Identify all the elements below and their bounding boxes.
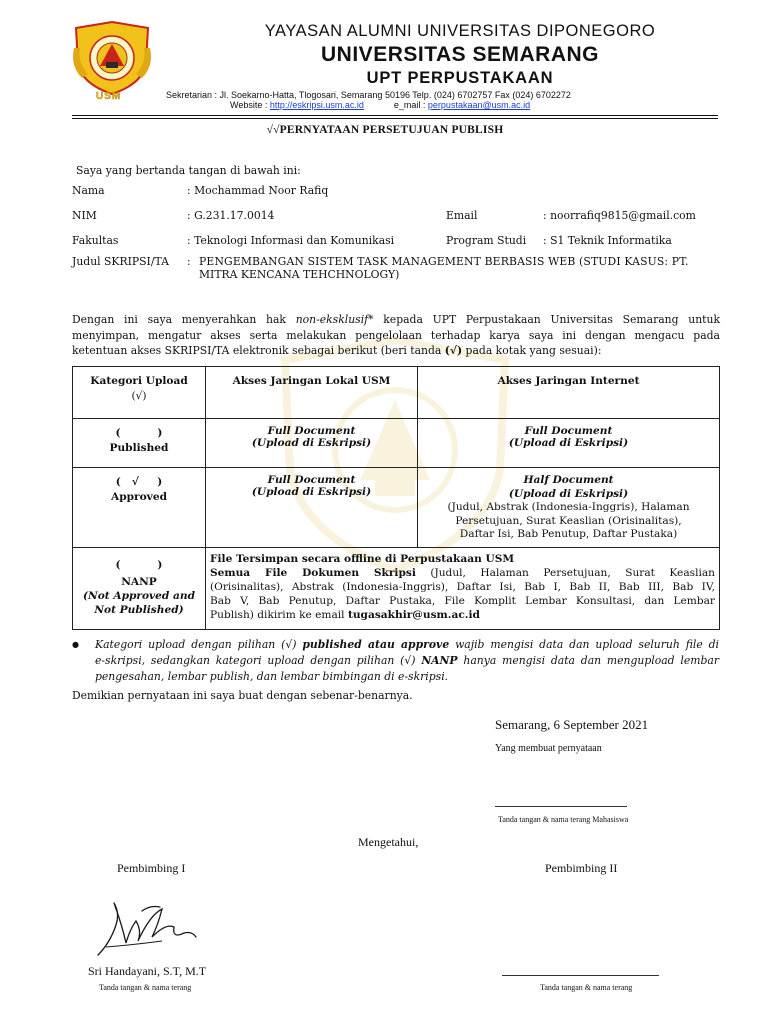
advisor2-label: Pembimbing II bbox=[545, 861, 618, 875]
note-line1-c: wajib mengisi data dan upload seluruh file di bbox=[449, 638, 719, 651]
statement-check-mark: (√) bbox=[444, 344, 463, 357]
website-label: Website : bbox=[230, 100, 270, 110]
table-row bbox=[73, 548, 720, 630]
approved-checkbox[interactable]: ( √ ) bbox=[115, 476, 163, 488]
closing-statement: Demikian pernyataan ini saya buat dengan sebenar-benarnya. bbox=[72, 689, 413, 702]
statement-line1 bbox=[72, 313, 720, 326]
prodi-value: : S1 Teknik Informatika bbox=[543, 234, 672, 247]
email-field-label: Email bbox=[446, 209, 478, 222]
foundation-name: YAYASAN ALUMNI UNIVERSITAS DIPONEGORO bbox=[264, 22, 656, 40]
approved-lokal-line2: (Upload di Eskripsi) bbox=[251, 486, 372, 498]
email-link[interactable]: perpustakaan@usm.ac.id bbox=[427, 100, 531, 110]
approved-internet-line5: Daftar Isi, Bab Penutup, Daftar Pustaka) bbox=[459, 528, 678, 540]
nanp-label-line3: Not Published) bbox=[94, 604, 184, 616]
nanp-line4: Bab V, Bab Penutup, Daftar Pustaka, File Komplit Lembar Konsultasi, dan Lembar bbox=[210, 595, 715, 607]
email-field-value: : noorrafiq9815@gmail.com bbox=[543, 209, 696, 222]
advisor1-name: Sri Handayani, S.T, M.T bbox=[88, 964, 207, 978]
table-row bbox=[73, 468, 720, 548]
statement-em: non-eksklusif* bbox=[295, 313, 374, 326]
nanp-email: tugasakhir@usm.ac.id bbox=[347, 609, 480, 621]
approved-internet-line3: (Judul, Abstrak (Indonesia-Inggris), Halaman bbox=[447, 501, 690, 513]
nanp-line3: (Orisinalitas), Abstrak (Indonesia-Inggris), Daftar Isi, Bab I, Bab II, Bab III, Bab IV, bbox=[210, 581, 715, 593]
nanp-checkbox[interactable]: ( ) bbox=[115, 559, 163, 571]
approved-internet-line1: Half Document bbox=[523, 474, 614, 486]
header-lokal: Akses Jaringan Lokal USM bbox=[206, 367, 418, 419]
published-internet-line2: (Upload di Eskripsi) bbox=[508, 437, 629, 449]
statement-text-a: Dengan ini saya menyerahkan hak bbox=[72, 313, 296, 326]
note-line2-a: e-skripsi, sedangkan kategori upload dengan pilihan (√) bbox=[95, 654, 422, 667]
note-line1-a: Kategori upload dengan pilihan (√) bbox=[95, 638, 303, 651]
published-internet-line1: Full Document bbox=[524, 425, 613, 437]
statement-text-b: kepada UPT Perpustakaan Universitas Semarang untuk bbox=[373, 313, 720, 326]
note-line2-b: NANP bbox=[421, 654, 458, 667]
published-cell bbox=[73, 419, 206, 468]
email-label: e_mail : bbox=[393, 100, 428, 110]
maker-signature-line bbox=[495, 806, 627, 807]
approved-internet-line2: (Upload di Eskripsi) bbox=[508, 487, 629, 500]
prodi-label: Program Studi bbox=[446, 234, 527, 247]
nim-value: : G.231.17.0014 bbox=[187, 209, 275, 222]
header-rule bbox=[72, 115, 718, 116]
approved-internet-line4: Persetujuan, Surat Keaslian (Orisinalitas), bbox=[455, 514, 682, 527]
nanp-line1: File Tersimpan secara offline di Perpustakaan USM bbox=[210, 553, 515, 565]
nanp-description bbox=[206, 548, 720, 630]
approved-internet bbox=[418, 468, 720, 548]
published-label: Published bbox=[109, 442, 169, 454]
nanp-line2 bbox=[210, 566, 715, 580]
note-line1-b: published atau approve bbox=[302, 638, 450, 651]
judul-value-line1: PENGEMBANGAN SISTEM TASK MANAGEMENT BERBASIS WEB (STUDI KASUS: PT. bbox=[199, 255, 689, 268]
advisor1-caption: Tanda tangan & nama terang bbox=[99, 983, 192, 992]
nim-label: NIM bbox=[72, 209, 97, 222]
advisor1-signature bbox=[92, 885, 202, 965]
published-checkbox[interactable]: ( ) bbox=[115, 427, 163, 439]
nanp-line2-bold: Semua File Dokumen Skripsi bbox=[210, 567, 416, 579]
published-lokal-line2: (Upload di Eskripsi) bbox=[251, 437, 372, 449]
approved-cell bbox=[73, 468, 206, 548]
note-bullet: ● bbox=[72, 640, 79, 649]
acknowledged-label: Mengetahui, bbox=[358, 835, 419, 849]
fakultas-label: Fakultas bbox=[72, 234, 119, 247]
contact-line bbox=[230, 100, 530, 110]
statement-line3-b: pada kotak yang sesuai): bbox=[462, 344, 602, 357]
nanp-line5 bbox=[210, 608, 715, 622]
header-kategori bbox=[73, 367, 206, 419]
nanp-line2-rest: (Judul, Halaman Persetujuan, Surat Keaslian bbox=[415, 567, 715, 579]
header-internet: Akses Jaringan Internet bbox=[418, 367, 720, 419]
place-date: Semarang, 6 September 2021 bbox=[495, 717, 649, 732]
approved-lokal bbox=[206, 468, 418, 548]
nanp-cell bbox=[73, 548, 206, 630]
access-table bbox=[72, 366, 720, 630]
nama-value: : Mochammad Noor Rafiq bbox=[187, 184, 329, 197]
judul-colon: : bbox=[187, 255, 191, 268]
fakultas-value: : Teknologi Informasi dan Komunikasi bbox=[187, 234, 395, 247]
note-line1 bbox=[95, 638, 719, 651]
nanp-label: NANP bbox=[121, 576, 157, 588]
note-line2 bbox=[95, 654, 719, 667]
university-name: UNIVERSITAS SEMARANG bbox=[321, 43, 599, 66]
intro-text: Saya yang bertanda tangan di bawah ini: bbox=[76, 164, 301, 177]
logo-text: USM bbox=[96, 91, 122, 102]
unit-name: UPT PERPUSTAKAAN bbox=[366, 69, 554, 87]
header-kategori-mark: (√) bbox=[131, 390, 147, 402]
judul-value-line2: MITRA KENCANA TEHCHNOLOGY) bbox=[199, 268, 400, 281]
statement-line3-a: ketentuan akses SKRIPSI/TA elektronik sebagai berikut (beri tanda bbox=[72, 344, 445, 357]
approved-label: Approved bbox=[111, 491, 167, 503]
approved-lokal-line1: Full Document bbox=[267, 474, 356, 486]
document-title: √√PERNYATAAN PERSETUJUAN PUBLISH bbox=[266, 124, 504, 136]
judul-label: Judul SKRIPSI/TA bbox=[72, 255, 169, 268]
maker-caption: Tanda tangan & nama terang Mahasiswa bbox=[498, 815, 629, 824]
table-header-row bbox=[73, 367, 720, 419]
note-line2-c: hanya mengisi data dan mengupload lembar bbox=[457, 654, 719, 667]
published-internet bbox=[418, 419, 720, 468]
nanp-label-line2: (Not Approved and bbox=[83, 590, 195, 602]
website-link[interactable]: http://eskripsi.usm.ac.id bbox=[269, 100, 364, 110]
header-rule-thin bbox=[72, 118, 718, 119]
advisor1-label: Pembimbing I bbox=[117, 861, 186, 875]
address: Sekretarian : Jl. Soekarno-Hatta, Tlogosari, Semarang 50196 Telp. (024) 6702757 Fax (024) 6702272 bbox=[166, 90, 571, 100]
published-lokal-line1: Full Document bbox=[267, 425, 356, 437]
table-row bbox=[73, 419, 720, 468]
maker-label: Yang membuat pernyataan bbox=[495, 743, 602, 754]
advisor2-caption: Tanda tangan & nama terang bbox=[540, 983, 633, 992]
nanp-line5-text: Publish) dikirim ke email bbox=[210, 609, 348, 621]
statement-line3 bbox=[72, 344, 601, 357]
statement-line2: menyimpan, mengatur akses serta melakukan pengelolaan terhadap karya saya ini dengan mengacu pada bbox=[72, 329, 720, 342]
header-kategori-label: Kategori Upload bbox=[90, 375, 188, 387]
nama-label: Nama bbox=[72, 184, 105, 197]
published-lokal bbox=[206, 419, 418, 468]
advisor2-signature-line bbox=[502, 975, 659, 976]
note-line3: pengesahan, lembar publish, dan lembar bimbingan di e-skripsi. bbox=[95, 670, 449, 683]
